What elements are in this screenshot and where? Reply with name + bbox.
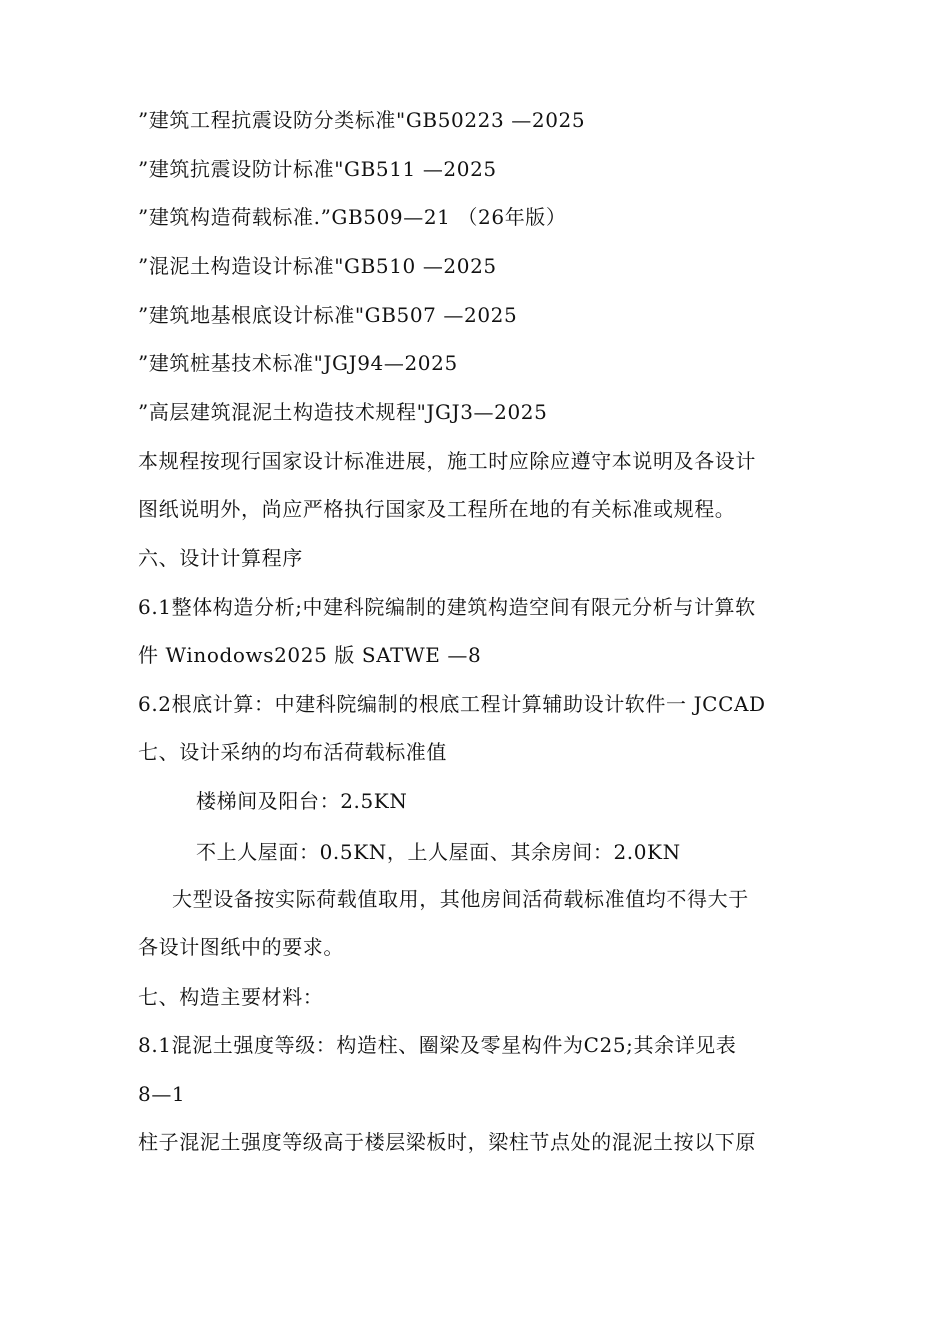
standard-line-4: ”混泥土构造设计标准"GB510 —2025 — [138, 254, 497, 278]
standard-line-2: ”建筑抗震设防计标准"GB511 —2025 — [138, 157, 497, 181]
program-line-3: 6.2根底计算：中建科院编制的根底工程计算辅助设计软件一 JCCAD — [138, 692, 766, 716]
standard-line-3: ”建筑构造荷载标准.”GB509—21 （26年版） — [138, 205, 567, 229]
standard-line-1: ”建筑工程抗震设防分类标准"GB50223 —2025 — [138, 108, 586, 132]
live-load-line-2: 不上人屋面：0.5KN，上人屋面、其余房间：2.0KN — [196, 840, 681, 864]
materials-line-1: 8.1混泥土强度等级：构造柱、圈梁及零星构件为C25;其余详见表 — [138, 1033, 737, 1057]
paragraph-line-2: 图纸说明外，尚应严格执行国家及工程所在地的有关标准或规程。 — [138, 497, 736, 521]
section-heading-live-load: 七、设计采纳的均布活荷载标准值 — [138, 740, 447, 764]
section-heading-design-program: 六、设计计算程序 — [138, 546, 303, 570]
paragraph-line-1: 本规程按现行国家设计标准进展，施工时应除应遵守本说明及各设计 — [138, 449, 756, 473]
standard-line-6: ”建筑桩基技术标准"JGJ94—2025 — [138, 351, 458, 375]
live-load-paragraph-line-2: 各设计图纸中的要求。 — [138, 935, 344, 959]
standard-line-5: ”建筑地基根底设计标准"GB507 —2025 — [138, 303, 518, 327]
program-line-2: 件 Winodows2025 版 SATWE —8 — [138, 643, 482, 667]
live-load-paragraph-line-1: 大型设备按实际荷载值取用，其他房间活荷载标准值均不得大于 — [172, 887, 749, 911]
live-load-line-1: 楼梯间及阳台：2.5KN — [196, 789, 408, 813]
materials-line-2: 8—1 — [138, 1082, 186, 1106]
materials-line-3: 柱子混泥土强度等级高于楼层梁板时，梁柱节点处的混泥土按以下原 — [138, 1130, 756, 1154]
program-line-1: 6.1整体构造分析;中建科院编制的建筑构造空间有限元分析与计算软 — [138, 595, 756, 619]
standard-line-7: ”高层建筑混泥土构造技术规程"JGJ3—2025 — [138, 400, 548, 424]
section-heading-materials: 七、构造主要材料： — [138, 985, 324, 1009]
